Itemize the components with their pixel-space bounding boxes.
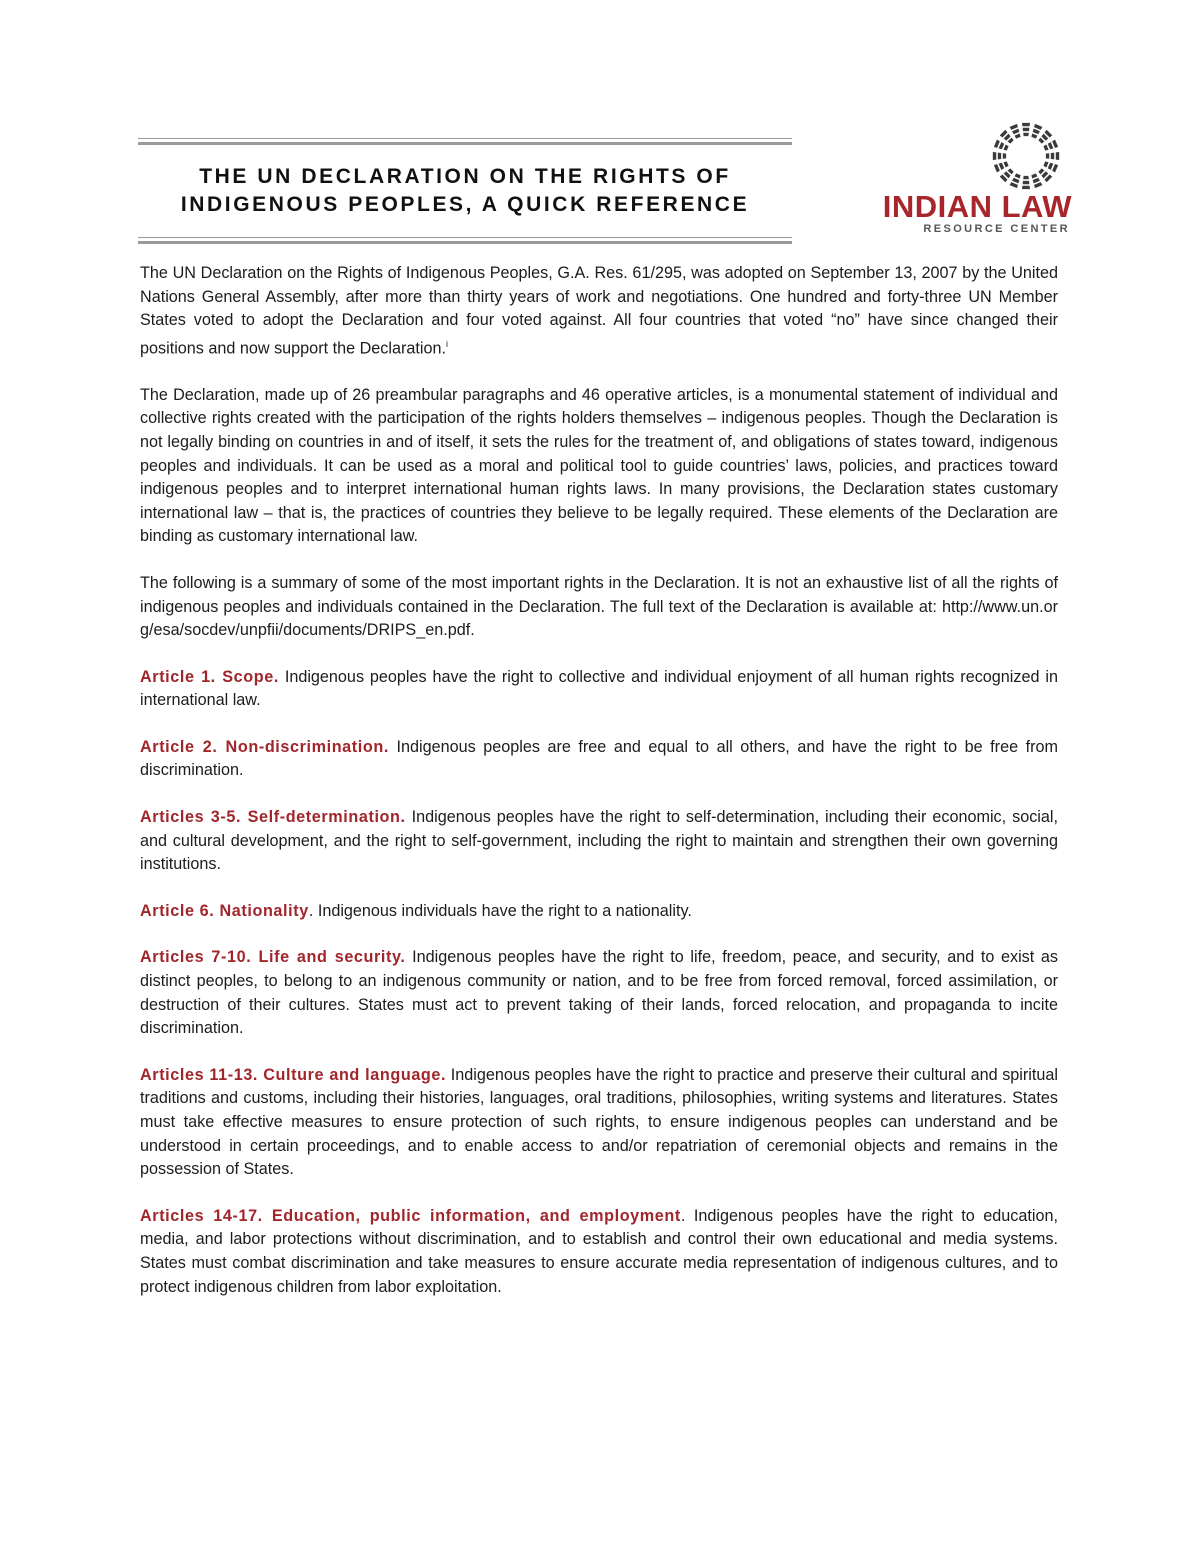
page-title-line-2: INDIGENOUS PEOPLES, A QUICK REFERENCE — [180, 193, 750, 216]
title-block — [138, 138, 792, 244]
logo-ray — [1031, 173, 1037, 178]
logo-ray — [1003, 161, 1008, 167]
logo-ray — [1043, 145, 1048, 151]
logo-ray — [1034, 182, 1042, 188]
logo-ray — [1033, 129, 1040, 135]
logo-ray — [1003, 145, 1008, 151]
logo-ray — [1043, 161, 1048, 167]
footnote-marker: i — [445, 338, 448, 349]
title-rule-bottom — [138, 237, 792, 238]
logo-subtitle: RESOURCE CENTER — [923, 223, 1070, 235]
article-heading: Article 1. Scope. — [140, 667, 279, 686]
article-heading: Articles 11-13. Culture and language. — [140, 1065, 447, 1084]
logo-ray — [1038, 138, 1044, 144]
logo-ray — [1008, 138, 1014, 144]
logo-ray — [993, 152, 996, 160]
logo-ray — [1056, 152, 1059, 160]
logo-ray — [1012, 178, 1019, 184]
article-item — [140, 666, 1058, 713]
logo-ray — [1023, 128, 1030, 131]
article-text: Indigenous peoples have the right to self-determination, including their economic, social, and cultural development, and the right to self-government, including the right to maintain and strengthen their own governing institutions. — [140, 808, 1058, 874]
article-heading: Articles 14-17. Education, public information, and employment — [140, 1206, 681, 1225]
article-text: . Indigenous peoples have the right to education, media, and labor protections without discrimination, and to establish and control their own educational and media systems. States must combat discrimination and take measures to ensure accurate media representation of indigenous cultures, and to protect indigenous children from labor exploitation. — [140, 1206, 1059, 1296]
logo-ray — [1010, 182, 1018, 188]
article-text: Indigenous peoples have the right to collective and individual enjoyment of all human rights recognized in international law. — [140, 667, 1058, 710]
title-rule-top — [138, 138, 792, 139]
article-item — [140, 806, 1058, 877]
logo-ray — [994, 164, 1000, 172]
organization-logo — [830, 120, 1080, 240]
logo-ray — [1048, 163, 1054, 170]
intro-paragraph-3-text: The following is a summary of some of the most important rights in the Declaration. It is not an exhaustive list of all the rights of indigenous peoples and individuals contained in the Declaration. The full text of the Declaration is available at: — [140, 573, 1058, 616]
title-rule-bottom-thick — [138, 241, 792, 244]
logo-ray — [1015, 173, 1021, 178]
logo-ray — [1008, 168, 1014, 174]
logo-ray — [1038, 168, 1044, 174]
article-text: Indigenous peoples have the right to life, freedom, peace, and security, and to exist as distinct peoples, to belong to an indigenous community or nation, and to be free from forced removal, forced assimilation, or destruction of their cultures. States must act to prevent taking of their lands, forced relocation, and propaganda to incite discrimination. — [140, 948, 1058, 1038]
article-heading: Articles 3-5. Self-determination. — [140, 808, 406, 827]
article-item — [140, 900, 1058, 924]
article-text: Indigenous peoples are free and equal to all others, and have the right to be free from discrimination. — [140, 737, 1058, 780]
logo-name: INDIAN LAW — [882, 189, 1072, 224]
logo-ray — [1023, 176, 1029, 179]
logo-ray — [999, 142, 1005, 149]
logo-ray — [1033, 178, 1040, 184]
logo-ray — [1031, 133, 1037, 138]
logo-ray — [1052, 164, 1058, 172]
page-title — [138, 163, 792, 219]
logo-ray — [1046, 153, 1049, 159]
logo-ray — [999, 163, 1005, 170]
logo-ray — [1051, 153, 1054, 160]
logo-ray — [998, 153, 1001, 160]
article-heading: Articles 7-10. Life and security. — [140, 948, 406, 967]
article-item — [140, 1064, 1058, 1182]
logo-ray — [1003, 153, 1006, 159]
logo-ray — [1052, 140, 1058, 148]
article-item — [140, 1205, 1058, 1299]
logo-ray — [1010, 124, 1018, 130]
intro-paragraph-1-text: The UN Declaration on the Rights of Indigenous Peoples, G.A. Res. 61/295, was adopted on September 13, 2007 by the United Nations General Assembly, after more than thirty years of work and negotiations. One hundred and forty-three UN Member States voted to adopt the Declaration and four voted against. All four countries that voted “no” have since changed their positions and now support the Declaration. — [140, 264, 1058, 358]
page-title-line-1: THE UN DECLARATION ON THE RIGHTS OF — [199, 165, 731, 188]
article-text: Indigenous peoples have the right to practice and preserve their cultural and spiritual traditions and customs, including their histories, languages, oral traditions, philosophies, writing systems and literatures. States must take effective measures to ensure protection of such rights, to ensure indigenous peoples can understand and be understood in certain proceedings, and to enable access to and/or repatriation of ceremonial objects and remains in the possession of States. — [140, 1065, 1058, 1179]
logo-ray — [1015, 133, 1021, 138]
logo-ray — [1034, 124, 1042, 130]
logo-ray — [1012, 129, 1019, 135]
title-rule-top-thick — [138, 142, 792, 145]
article-item — [140, 946, 1058, 1040]
declaration-url-link[interactable]: http://www.un.org/esa/socdev/unpfii/documents/DRIPS_en.pdf. — [140, 597, 1058, 640]
intro-paragraph-3 — [140, 572, 1058, 643]
logo-ray — [1048, 142, 1054, 149]
intro-paragraph-1 — [140, 262, 1058, 361]
logo-ray — [1023, 133, 1029, 136]
logo-ray — [1023, 181, 1030, 184]
circular-sunburst-logo-icon — [990, 120, 1062, 192]
article-heading: Article 2. Non-discrimination. — [140, 737, 389, 756]
article-text: . Indigenous individuals have the right to a nationality. — [308, 901, 692, 920]
logo-ray — [994, 140, 1000, 148]
document-body — [140, 262, 1058, 1322]
article-heading: Article 6. Nationality — [140, 901, 309, 920]
intro-paragraph-2: The Declaration, made up of 26 preambular paragraphs and 46 operative articles, is a monumental statement of individual and collective rights created with the participation of the rights holders themselves – indigenous peoples. Though the Declaration is not legally binding on countries in and of itself, it sets the rules for the treatment of, and obligations of states toward, indigenous peoples and individuals. It can be used as a moral and political tool to guide countries’ laws, policies, and practices toward indigenous peoples and to interpret international human rights laws. In many provisions, the Declaration states customary international law – that is, the practices of countries they believe to be legally required. These elements of the Declaration are binding as customary international law. — [140, 385, 1058, 546]
article-item — [140, 736, 1058, 783]
logo-ray — [1022, 123, 1030, 126]
